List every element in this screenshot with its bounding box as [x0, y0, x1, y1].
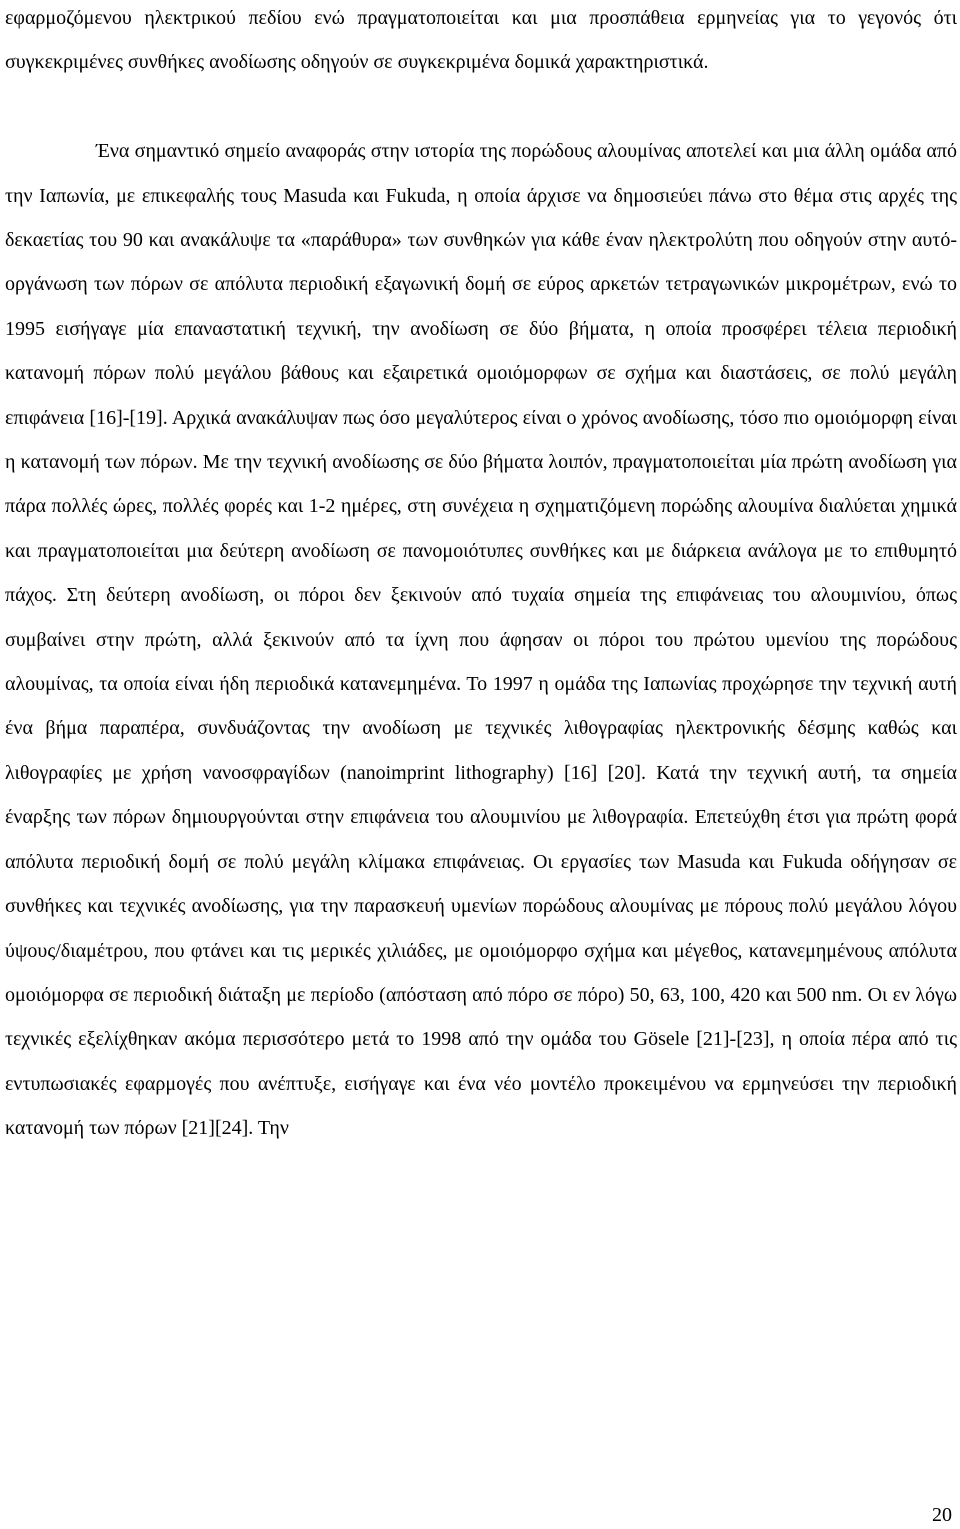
body-text [5, 0, 957, 1151]
paragraph-continuation: εφαρμοζόμενου ηλεκτρικού πεδίου ενώ πραγματοποιείται και μια προσπάθεια ερμηνείας για το γεγονός ότι συγκεκριμένες συνθήκες ανοδίωσης οδηγούν σε συγκεκριμένα δομικά χαρακτηριστικά. [5, 7, 957, 74]
page-number: 20 [932, 1504, 952, 1526]
paragraph-masuda-fukuda: Ένα σημαντικό σημείο αναφοράς στην ιστορία της πορώδους αλουμίνας αποτελεί και μια άλλη ομάδα από την Ιαπωνία, με επικεφαλής τους Masuda και Fukuda, η οποία άρχισε να δημοσιεύει πάνω στο θέμα στις αρχές της δεκαετίας του 90 και ανακάλυψε τα «παράθυρα» των συνθηκών για κάθε έναν ηλεκτρολύτη που οδηγούν στην αυτό-οργάνωση των πόρων σε απόλυτα περιοδική εξαγωνική δομή σε εύρος αρκετών τετραγωνικών μικρομέτρων, ενώ το 1995 εισήγαγε μία επαναστατική τεχνική, την ανοδίωση σε δύο βήματα, η οποία προσφέρει τέλεια περιοδική κατανομή πόρων πολύ μεγάλου βάθους και εξαιρετικά ομοιόμορφων σε σχήμα και διαστάσεις, σε πολύ μεγάλη επιφάνεια [16]-[19]. Αρχικά ανακάλυψαν πως όσο μεγαλύτερος είναι ο χρόνος ανοδίωσης, τόσο πιο ομοιόμορφη είναι η κατανομή των πόρων. Με την τεχνική ανοδίωσης σε δύο βήματα λοιπόν, πραγματοποιείται μία πρώτη ανοδίωση για πάρα πολλές ώρες, πολλές φορές και 1-2 ημέρες, στη συνέχεια η σχηματιζόμενη πορώδης αλουμίνα διαλύεται χημικά και πραγματοποιείται μια δεύτερη ανοδίωση σε πανομοιότυπες συνθήκες και με διάρκεια ανάλογα με το επιθυμητό πάχος. Στη δεύτερη ανοδίωση, οι πόροι δεν ξεκινούν από τυχαία σημεία της επιφάνειας του αλουμινίου, όπως συμβαίνει στην πρώτη, αλλά ξεκινούν από τα ίχνη που άφησαν οι πόροι του πρώτου υμενίου της πορώδους αλουμίνας, τα οποία είναι ήδη περιοδικά κατανεμημένα. Το 1997 η ομάδα της Ιαπωνίας προχώρησε την τεχνική αυτή ένα βήμα παραπέρα, συνδυάζοντας την ανοδίωση με τεχνικές λιθογραφίας ηλεκτρονικής δέσμης καθώς και λιθογραφίες με χρήση νανοσφραγίδων (nanoimprint lithography) [16] [20]. Κατά την τεχνική αυτή, τα σημεία έναρξης των πόρων δημιουργούνται στην επιφάνεια του αλουμινίου με λιθογραφία. Επετεύχθη έτσι για πρώτη φορά απόλυτα περιοδική δομή σε πολύ μεγάλη κλίμακα επιφάνειας. Οι εργασίες των Masuda και Fukuda οδήγησαν σε συνθήκες και τεχνικές ανοδίωσης, για την παρασκευή υμενίων πορώδους αλουμίνας με πόρους πολύ μεγάλου λόγου ύψους/διαμέτρου, που φτάνει και τις μερικές χιλιάδες, με ομοιόμορφο σχήμα και μέγεθος, κατανεμημένους απόλυτα ομοιόμορφα σε περιοδική διάταξη με περίοδο (απόσταση από πόρο σε πόρο) 50, 63, 100, 420 και 500 nm. Οι εν λόγω τεχνικές εξελίχθηκαν ακόμα περισσότερο μετά το 1998 από την ομάδα του Gösele [21]-[23], η οποία πέρα από τις εντυπωσιακές εφαρμογές που ανέπτυξε, εισήγαγε και ένα νέο μοντέλο προκειμένου να ερμηνεύσει την περιοδική κατανομή των πόρων [21][24]. Την [5, 140, 957, 1140]
